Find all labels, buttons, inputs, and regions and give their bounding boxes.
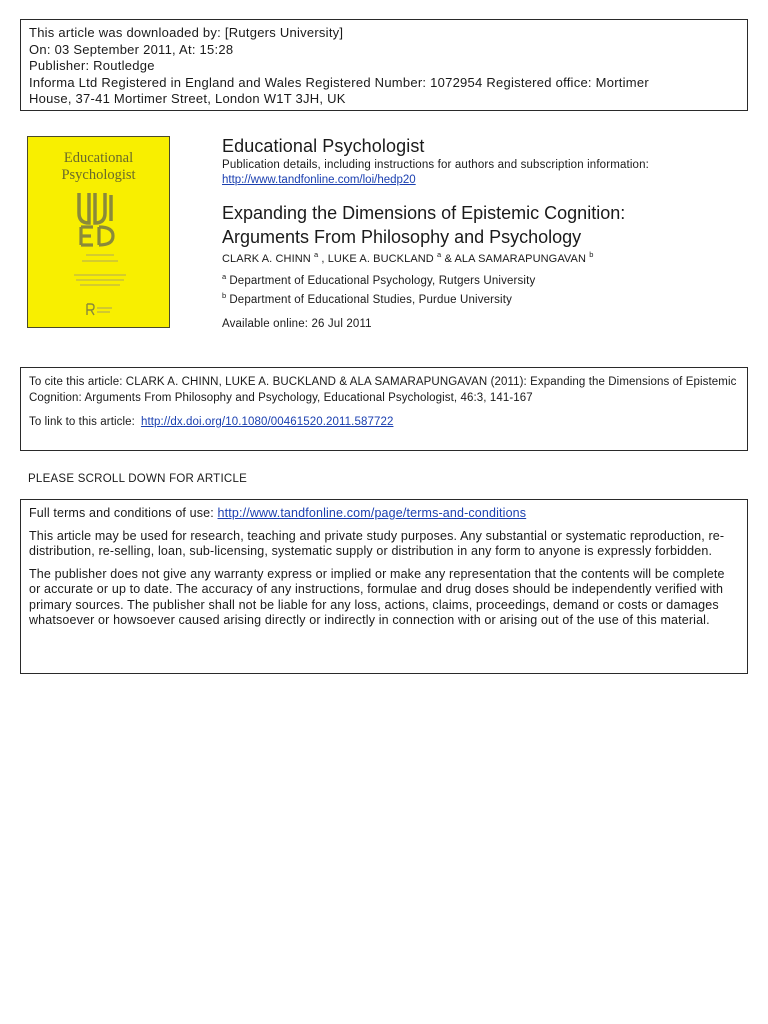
publisher-line: Publisher: Routledge [29, 58, 155, 73]
download-source-line: This article was downloaded by: [Rutgers University] [29, 25, 344, 40]
affiliation-marker: b [589, 250, 594, 259]
edp-journal-logo-icon [73, 191, 123, 247]
cover-title-line-2: Psychologist [61, 167, 136, 183]
registration-line: Informa Ltd Registered in England and Wales Registered Number: 1072954 Registered office: Mortimer [29, 74, 649, 90]
cover-title [28, 150, 169, 184]
routledge-logo-icon [84, 302, 114, 318]
cover-title-line-1: Educational [63, 150, 134, 166]
author-name: CLARK A. CHINN [222, 253, 311, 265]
scroll-down-note: PLEASE SCROLL DOWN FOR ARTICLE [28, 473, 248, 485]
cover-small-print [72, 253, 128, 289]
journal-cover-image [27, 136, 170, 328]
article-link-line [29, 416, 739, 428]
usage-paragraph: This article may be used for research, teaching and private study purposes. Any substantial or systematic reproduction, re-distribution, re-selling, loan, sub-licensing, systematic supply or distribution in any form to anyone is expressly forbidden. [29, 528, 725, 558]
affiliation-a [222, 272, 535, 287]
address-line: House, 37-41 Mortimer Street, London W1T 3JH, UK [29, 91, 346, 106]
article-title [222, 201, 625, 249]
author-list [222, 250, 593, 265]
affiliation-marker: a [437, 250, 442, 259]
download-notice-box [20, 19, 748, 111]
article-title-line-2: Arguments From Philosophy and Psychology [222, 227, 582, 247]
affiliation-marker: b [222, 291, 227, 300]
doi-link[interactable]: http://dx.doi.org/10.1080/00461520.2011.587722 [140, 416, 394, 428]
citation-text: To cite this article: CLARK A. CHINN, LUKE A. BUCKLAND & ALA SAMARAPUNGAVAN (2011): Expanding the Dimensions of Epistemic Cognition: Arguments From Philosophy and Psychology, Educational Psychologist, 46:3, 141-167 [29, 376, 737, 404]
affiliation-b [222, 291, 512, 306]
terms-line [29, 506, 739, 522]
affiliation-text: Department of Educational Psychology, Rutgers University [229, 275, 536, 287]
terms-box [20, 499, 748, 674]
terms-link[interactable]: http://www.tandfonline.com/page/terms-and-conditions [217, 506, 527, 520]
available-online-date: Available online: 26 Jul 2011 [222, 318, 372, 330]
disclaimer-paragraph: The publisher does not give any warranty express or implied or make any representation that the contents will be complete or accurate or up to date. The accuracy of any instructions, formulae and drug doses should be independently verified with primary sources. The publisher shall not be liable for any loss, actions, claims, proceedings, demand or costs or damages whatsoever or howsoever caused arising directly or indirectly in connection with or arising out of the use of this material. [29, 566, 725, 627]
citation-box [20, 367, 748, 451]
journal-link[interactable]: http://www.tandfonline.com/loi/hedp20 [222, 174, 416, 186]
terms-label: Full terms and conditions of use: [29, 506, 214, 520]
article-link-label: To link to this article: [29, 416, 135, 428]
download-date-line: On: 03 September 2011, At: 15:28 [29, 41, 234, 57]
author-name: & ALA SAMARAPUNGAVAN [444, 253, 587, 265]
affiliation-text: Department of Educational Studies, Purdue University [229, 294, 512, 306]
journal-title: Educational Psychologist [222, 136, 425, 156]
affiliation-marker: a [222, 272, 227, 281]
affiliation-marker: a [313, 250, 319, 259]
publication-details: Publication details, including instructions for authors and subscription information: [222, 159, 649, 171]
article-title-line-1: Expanding the Dimensions of Epistemic Cognition: [222, 203, 626, 223]
author-name: , LUKE A. BUCKLAND [321, 253, 434, 265]
